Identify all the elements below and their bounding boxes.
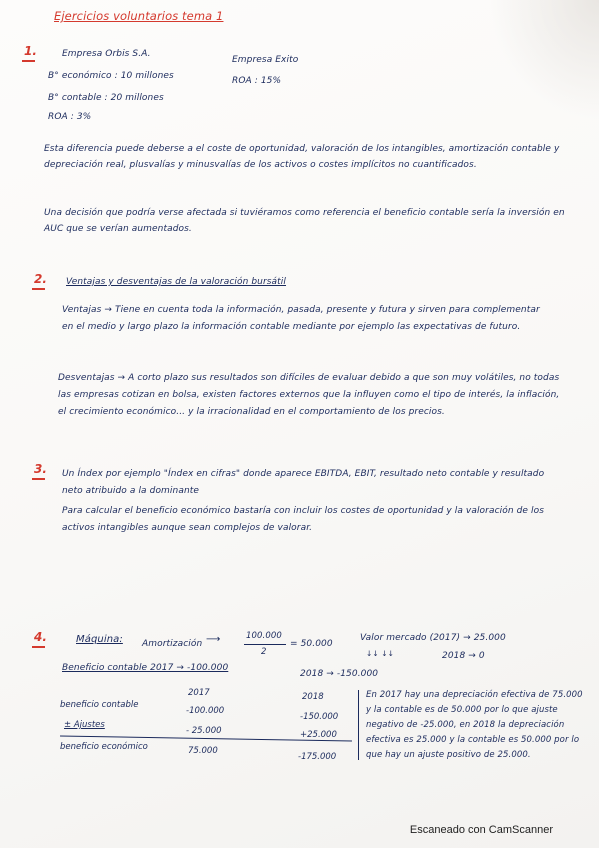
table-header-2017: 2017 xyxy=(188,688,210,698)
q1-beneficio-contable: B° contable : 20 millones xyxy=(48,93,164,103)
q4-valor-mercado-2017: Valor mercado (2017) → 25.000 xyxy=(360,633,506,643)
q4-fraction-numerator: 100.000 xyxy=(246,631,282,641)
q4-fraction-denominator: 2 xyxy=(261,647,267,657)
q4-beneficio-contable-2017: Beneficio contable 2017 → -100.000 xyxy=(62,663,229,673)
page-corner-shadow xyxy=(489,0,599,120)
q4-note: En 2017 hay una depreciación efectiva de 75.000 y la contable es de 50.000 por lo que ajuste negativo de -25.000, en 2018 la depreciación efectiva es 25.000 y la contable es 50.000 por lo que hay un ajuste positivo de 25.000. xyxy=(366,690,583,760)
q4-beneficio-contable-2018: 2018 → -150.000 xyxy=(300,669,379,679)
question-4-number: 4. xyxy=(34,630,47,644)
table-cell: - 25.000 xyxy=(186,726,222,736)
question-3-number: 3. xyxy=(34,462,47,476)
q4-maquina-label: Máquina: xyxy=(76,634,123,645)
table-cell: 75.000 xyxy=(188,746,218,756)
q1-company-a: Empresa Orbis S.A. xyxy=(62,49,151,59)
table-cell: +25.000 xyxy=(300,730,337,740)
q1-paragraph-2: Una decisión que podría verse afectada si tuviéramos como referencia el beneficio contable sería la inversión en AUC que se verían aumentados. xyxy=(44,208,565,234)
question-2-marker xyxy=(32,288,45,290)
q1-company-b: Empresa Exito xyxy=(232,55,299,65)
question-4-marker xyxy=(32,646,45,648)
q4-fraction-bar xyxy=(244,644,286,645)
table-cell: -175.000 xyxy=(298,752,337,762)
note-separator xyxy=(358,690,359,760)
q3-line-2: Para calcular el beneficio económico bastaría con incluir los costes de oportunidad y la valoración de los activos intangibles aunque sean complejos de valorar. xyxy=(62,506,544,533)
table-row-label: beneficio contable xyxy=(60,700,139,710)
q1-roa-a: ROA : 3% xyxy=(48,112,92,122)
q4-valor-mercado-marks: ↓↓ ↓↓ xyxy=(366,649,395,658)
q4-valor-mercado-2018: 2018 → 0 xyxy=(442,651,485,661)
question-2-number: 2. xyxy=(34,272,47,286)
q1-roa-b: ROA : 15% xyxy=(232,76,282,86)
q1-paragraph-1: Esta diferencia puede deberse a el coste de oportunidad, valoración de los intangibles, amortización contable y depreciación real, plusvalías y minusvalías de los activos o costes implícitos no cuantificados. xyxy=(44,144,560,170)
q4-arrow-icon: ⟶ xyxy=(206,634,221,645)
q2-ventajas: Ventajas → Tiene en cuenta toda la información, pasada, presente y futura y sirven para complementar en el medio y largo plazo la información contable mediante por ejemplo las expectativas de futuro. xyxy=(62,305,540,332)
q1-beneficio-economico: B° económico : 10 millones xyxy=(48,71,174,81)
table-cell: -100.000 xyxy=(186,706,225,716)
q2-desventajas: Desventajas → A corto plazo sus resultados son difíciles de evaluar debido a que son muy volátiles, no todas las empresas cotizan en bolsa, existen factores externos que la influyen como el tipo de interés, la inflación, el crecimiento económico... y la irracionalidad en el comportamiento de los precios. xyxy=(58,373,560,417)
question-1-number: 1. xyxy=(24,44,37,58)
q4-amortizacion-label: Amortización xyxy=(142,639,203,649)
table-row-label: beneficio económico xyxy=(60,742,148,752)
table-row-label: ± Ajustes xyxy=(64,720,105,730)
question-1-marker xyxy=(22,60,35,62)
question-3-marker xyxy=(32,478,45,480)
page-title: Ejercicios voluntarios tema 1 xyxy=(54,9,224,23)
table-cell: -150.000 xyxy=(300,712,339,722)
q2-heading: Ventajas y desventajas de la valoración bursátil xyxy=(66,277,287,287)
table-header-2018: 2018 xyxy=(302,692,324,702)
q3-line-1: Un Índex por ejemplo "Índex en cifras" donde aparece EBITDA, EBIT, resultado neto contable y resultado neto atribuido a la dominante xyxy=(62,469,545,496)
q4-amortizacion-result: = 50.000 xyxy=(290,639,333,649)
scanner-watermark: Escaneado con CamScanner xyxy=(409,824,553,836)
